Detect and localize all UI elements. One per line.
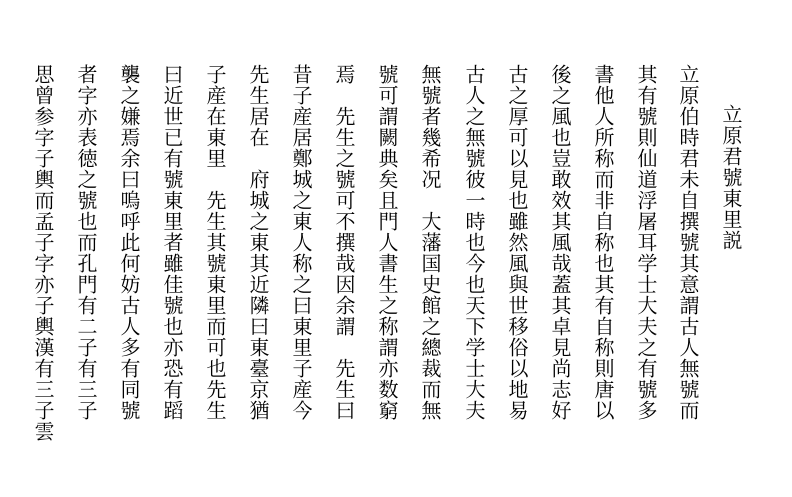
text-line: 號可謂闕典矣且門人書生之称謂亦数窮 bbox=[375, 64, 399, 421]
text-line: 者字亦表徳之號也而孔門有二子有三子 bbox=[74, 64, 98, 421]
text-line: 先生居在 府城之東其近隣曰東臺京猶 bbox=[246, 64, 270, 421]
text-line: 書他人所称而非自称也其有自称則唐以 bbox=[591, 64, 615, 421]
text-line: 襲之嫌焉余曰嗚呼此何妨古人多有同號 bbox=[117, 64, 141, 421]
text-line: 無號者幾希况 大藩国史館之總裁而無 bbox=[418, 64, 442, 421]
text-line: 思曾参字子輿而孟子字亦子輿漢有三子雲 bbox=[31, 64, 55, 442]
text-line: 古之厚可以見也雖然風與世移俗以地易 bbox=[505, 64, 529, 421]
text-line: 昔子産居鄭城之東人称之曰東里子産今 bbox=[289, 64, 313, 421]
text-line: 曰近世已有號東里者雖佳號也亦恐有蹈 bbox=[160, 64, 184, 421]
text-line: 後之風也豈敢效其風哉蓋其卓見尚志好 bbox=[548, 64, 572, 421]
document-title: 立原君號東里説 bbox=[719, 104, 743, 251]
text-line: 焉 先生之號可不撰哉因余謂 先生曰 bbox=[332, 64, 356, 421]
text-line: 子産在東里 先生其號東里而可也先生 bbox=[203, 64, 227, 421]
text-line: 其有號則仙道浮屠耳学士大夫之有號多 bbox=[634, 64, 658, 421]
text-line: 古人之無號彼一時也今也天下学士大夫 bbox=[462, 64, 486, 421]
text-line: 立原伯時君未自撰號其意謂古人無號而 bbox=[676, 64, 700, 421]
